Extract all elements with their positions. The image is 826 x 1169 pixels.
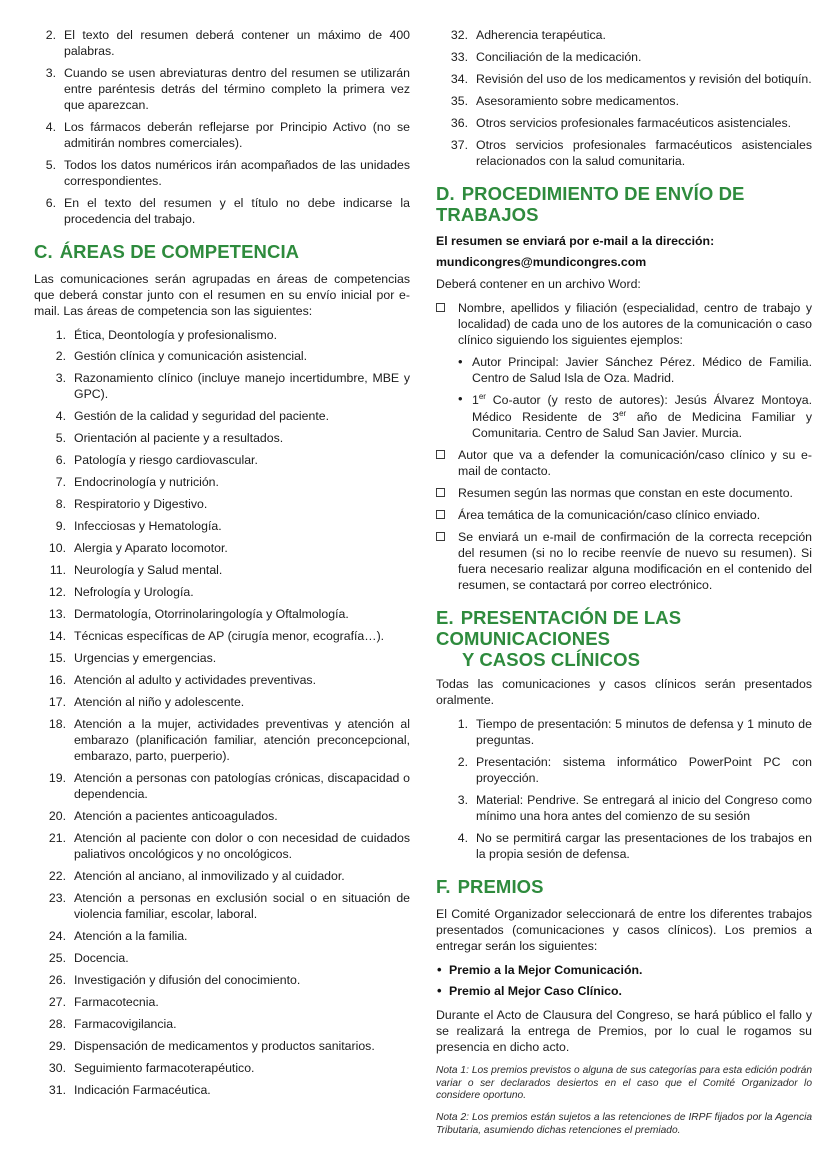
list-text: Farmacovigilancia. (74, 1016, 177, 1031)
list-item (436, 138, 812, 170)
section-f-closing: Durante el Acto de Clausura del Congreso, se hará público el fallo y se realizará la entrega de Premios, por lo cual le rogamos su presencia en dicho acto. (436, 1007, 812, 1054)
list-text: Material: Pendrive. Se entregará al inicio del Congreso como mínimo una hora antes del comienzo de su sesión (476, 793, 812, 824)
list-text: Atención a personas con patologías crónicas, discapacidad o dependencia. (74, 771, 410, 802)
list-number: 5. (55, 431, 66, 446)
two-column-layout (34, 28, 812, 1149)
section-heading-c (34, 242, 410, 263)
list-text: Área temática de la comunicación/caso clínico enviado. (458, 508, 761, 523)
list-item (34, 120, 410, 152)
list-number: 16. (48, 673, 66, 688)
list-number: 3. (45, 65, 56, 80)
list-text: Urgencias y emergencias. (74, 651, 217, 666)
list-text: Adherencia terapéutica. (476, 28, 606, 42)
list-item (34, 869, 410, 885)
list-number: 12. (48, 585, 66, 600)
list-number: 1. (457, 717, 468, 732)
list-number: 4. (45, 119, 56, 134)
list-number: 6. (45, 195, 56, 210)
section-e-intro: Todas las comunicaciones y casos clínicos serán presentados oralmente. (436, 677, 812, 708)
list-text: Atención al paciente con dolor o con necesidad de cuidados paliativos oncológicos y no oncológicos. (74, 831, 410, 862)
list-text: No se permitirá cargar las presentaciones de los trabajos en la propia sesión de defensa. (476, 831, 812, 862)
list-item (34, 196, 410, 228)
checkbox-icon[interactable] (436, 510, 445, 519)
list-number: 9. (55, 519, 66, 534)
list-text: Otros servicios profesionales farmacéuticos asistenciales. (476, 115, 792, 130)
list-text: Atención a la familia. (74, 929, 188, 944)
list-item (34, 891, 410, 923)
list-text: Dermatología, Otorrinolaringología y Oftalmología. (74, 607, 349, 622)
list-text: Nefrología y Urología. (74, 585, 194, 600)
list-item (436, 50, 812, 66)
section-heading-f (436, 877, 812, 898)
right-column (436, 28, 812, 1149)
list-item (436, 28, 812, 44)
section-letter-f: F. (436, 876, 451, 898)
list-text: Gestión clínica y comunicación asistencial. (74, 349, 308, 364)
list-number: 2. (55, 349, 66, 364)
list-number: 26. (48, 973, 66, 988)
list-text: Premio al Mejor Caso Clínico. (449, 983, 622, 998)
list-number: 33. (450, 49, 468, 64)
list-item (34, 1039, 410, 1055)
list-text: Indicación Farmacéutica. (74, 1082, 211, 1097)
footnote-2: Nota 2: Los premios están sujetos a las retenciones de IRPF fijados por la Agencia Tributaria, asumiendo dichas retenciones el premiado. (436, 1112, 812, 1136)
list-item (436, 301, 812, 349)
list-text: Ética, Deontología y profesionalismo. (74, 327, 278, 342)
list-number: 20. (48, 809, 66, 824)
list-number: 5. (45, 157, 56, 172)
list-number: 1. (55, 327, 66, 342)
list-text: En el texto del resumen y el título no debe indicarse la procedencia del trabajo. (64, 195, 410, 226)
list-number: 4. (457, 831, 468, 846)
list-item (34, 1017, 410, 1033)
section-letter-e: E. (436, 607, 454, 629)
section-heading-e (436, 608, 812, 670)
list-item (436, 448, 812, 480)
list-number: 35. (450, 93, 468, 108)
list-item (34, 453, 410, 469)
list-text: Los fármacos deberán reflejarse por Principio Activo (no se admitirán nombres comerciales). (64, 119, 410, 150)
list-number: 29. (48, 1038, 66, 1053)
list-item (34, 809, 410, 825)
list-number: 13. (48, 607, 66, 622)
list-item (34, 929, 410, 945)
list-text: Asesoramiento sobre medicamentos. (476, 93, 679, 108)
list-text: Dispensación de medicamentos y productos sanitarios. (74, 1038, 375, 1053)
list-text: Neurología y Salud mental. (74, 563, 223, 578)
list-item (436, 530, 812, 594)
list-text: Razonamiento clínico (incluye manejo incertidumbre, MBE y GPC). (74, 371, 410, 402)
list-item (34, 995, 410, 1011)
list-item (34, 973, 410, 989)
list-number: 15. (48, 651, 66, 666)
list-number: 21. (48, 831, 66, 846)
list-text: Conciliación de la medicación. (476, 49, 642, 64)
prizes-list (436, 963, 812, 1000)
section-heading-d (436, 184, 812, 225)
section-title-c: ÁREAS DE COMPETENCIA (59, 240, 300, 262)
section-title-f: PREMIOS (457, 876, 544, 898)
submission-intro: Deberá contener en un archivo Word: (436, 277, 641, 292)
submission-email[interactable]: mundicongres@mundicongres.com (436, 255, 647, 270)
list-item (34, 328, 410, 344)
list-text: 1er Co-autor (y resto de autores): Jesús Álvarez Montoya. Médico Residente de 3er año de Medicina Familiar y Comunitaria. Centro de Salud San Javier. Murcia. (472, 392, 812, 441)
list-item (34, 717, 410, 765)
list-number: 24. (48, 929, 66, 944)
list-item (34, 607, 410, 623)
section-f-intro: El Comité Organizador seleccionará de entre los diferentes trabajos presentados (comunicaciones y casos clínicos). Los premios a entregar serán los siguientes: (436, 906, 812, 953)
list-item (436, 94, 812, 110)
list-item (436, 508, 812, 524)
submission-subtitle: El resumen se enviará por e-mail a la dirección: (436, 234, 715, 249)
submission-checklist (436, 301, 812, 349)
list-number: 28. (48, 1016, 66, 1031)
rules-list (34, 28, 410, 228)
checkbox-icon[interactable] (436, 488, 445, 497)
list-item (34, 431, 410, 447)
list-item (34, 349, 410, 365)
left-column (34, 28, 410, 1149)
list-number: 6. (55, 453, 66, 468)
list-text: Otros servicios profesionales farmacéuticos asistenciales relacionados con la salud comunitaria. (476, 137, 812, 168)
list-text: Presentación: sistema informático PowerPoint PC con proyección. (476, 755, 812, 786)
list-item (436, 963, 812, 979)
list-text: Docencia. (74, 951, 129, 966)
list-text: Endocrinología y nutrición. (74, 475, 219, 490)
list-item (34, 771, 410, 803)
section-title-e-line2: Y CASOS CLÍNICOS (462, 648, 641, 670)
checkbox-icon[interactable] (436, 532, 445, 541)
list-text: Atención a personas en exclusión social o en situación de violencia familiar, escolar, laboral. (74, 891, 410, 922)
list-text: Premio a la Mejor Comunicación. (449, 962, 643, 977)
list-number: 32. (450, 28, 468, 42)
list-number: 37. (450, 137, 468, 152)
list-text: Seguimiento farmacoterapéutico. (74, 1060, 255, 1075)
list-text: Tiempo de presentación: 5 minutos de defensa y 1 minuto de preguntas. (476, 717, 812, 748)
list-text: Investigación y difusión del conocimiento. (74, 973, 301, 988)
list-item (34, 158, 410, 190)
list-number: 18. (48, 717, 66, 732)
list-number: 34. (450, 71, 468, 86)
list-item (34, 371, 410, 403)
list-number: 3. (55, 371, 66, 386)
list-item (34, 541, 410, 557)
list-item (34, 951, 410, 967)
list-item (436, 486, 812, 502)
list-item (34, 1083, 410, 1099)
submission-checklist-continued (436, 448, 812, 594)
list-number: 3. (457, 793, 468, 808)
list-number: 31. (48, 1082, 66, 1097)
list-item (34, 831, 410, 863)
list-text: Revisión del uso de los medicamentos y revisión del botiquín. (476, 71, 812, 86)
list-number: 8. (55, 497, 66, 512)
list-number: 4. (55, 409, 66, 424)
list-item (34, 673, 410, 689)
author-examples-list (436, 355, 812, 442)
list-item (34, 651, 410, 667)
competence-areas-list (34, 328, 410, 1099)
list-text: Farmacotecnia. (74, 995, 159, 1009)
list-text: Patología y riesgo cardiovascular. (74, 453, 258, 468)
list-number: 2. (45, 28, 56, 42)
competence-areas-list-continued (436, 28, 812, 170)
list-number: 36. (450, 115, 468, 130)
list-number: 17. (48, 695, 66, 710)
list-text: Autor Principal: Javier Sánchez Pérez. Médico de Familia. Centro de Salud Isla de Oza. Madrid. (472, 355, 812, 386)
list-item (34, 28, 410, 60)
list-number: 14. (48, 629, 66, 644)
list-item (34, 66, 410, 114)
list-text: Orientación al paciente y a resultados. (74, 431, 284, 446)
list-text: Gestión de la calidad y seguridad del paciente. (74, 409, 329, 424)
list-text: Atención a pacientes anticoagulados. (74, 809, 278, 824)
list-text: El texto del resumen deberá contener un máximo de 400 palabras. (64, 28, 410, 58)
list-text: Atención al niño y adolescente. (74, 695, 245, 710)
list-number: 27. (48, 995, 66, 1009)
list-text: Cuando se usen abreviaturas dentro del resumen se utilizarán entre paréntesis detrás del término completo la primera vez que aparezcan. (64, 65, 410, 112)
list-number: 7. (55, 475, 66, 490)
list-item (34, 409, 410, 425)
list-text: Atención a la mujer, actividades preventivas y atención al embarazo (planificación familiar, atención preconcepcional, embarazo, parto, puerperio). (74, 717, 410, 764)
footnote-1: Nota 1: Los premios previstos o alguna de sus categorías para esta edición podrán variar o ser declarados desiertos en el caso que el Comité Organizador lo considere oportuno. (436, 1064, 812, 1102)
list-number: 22. (48, 869, 66, 884)
list-item (34, 629, 410, 645)
list-item (436, 72, 812, 88)
list-item (458, 392, 812, 442)
list-item (34, 519, 410, 535)
list-item (34, 1061, 410, 1077)
list-text: Resumen según las normas que constan en este documento. (458, 486, 793, 501)
list-number: 23. (48, 891, 66, 906)
list-item (436, 984, 812, 1000)
list-text: Infecciosas y Hematología. (74, 519, 222, 534)
list-number: 19. (48, 771, 66, 786)
list-number: 25. (48, 951, 66, 966)
presentation-list (436, 717, 812, 863)
list-text: Nombre, apellidos y filiación (especialidad, centro de trabajo y localidad) de cada uno de los autores de la comunicación o caso clínico siguiendo los siguientes ejemplos: (458, 301, 812, 348)
list-text: Atención al anciano, al inmovilizado y al cuidador. (74, 869, 345, 884)
list-item (436, 717, 812, 749)
list-text: Atención al adulto y actividades preventivas. (74, 673, 316, 688)
list-item (34, 475, 410, 491)
list-item (34, 563, 410, 579)
list-text: Se enviará un e-mail de confirmación de la correcta recepción del resumen (si no lo recibe reenvíe de nuevo su resumen). Si fuera necesario realizar alguna modificación en el contenido del resumen, se contactará por correo electrónico. (458, 530, 812, 593)
checkbox-icon[interactable] (436, 303, 445, 312)
list-item (34, 695, 410, 711)
list-item (436, 755, 812, 787)
list-item (436, 831, 812, 863)
list-text: Técnicas específicas de AP (cirugía menor, ecografía…). (74, 629, 385, 644)
list-number: 11. (49, 563, 66, 578)
list-text: Todos los datos numéricos irán acompañados de las unidades correspondientes. (64, 157, 410, 188)
list-number: 2. (457, 755, 468, 770)
section-c-intro: Las comunicaciones serán agrupadas en áreas de competencias que deberá constar junto con el resumen en su envío inicial por e-mail. Las áreas de competencia son las siguientes: (34, 271, 410, 318)
section-letter-c: C. (34, 240, 53, 262)
list-number: 30. (48, 1060, 66, 1075)
list-number: 10. (48, 541, 66, 556)
list-item (436, 793, 812, 825)
list-item (34, 497, 410, 513)
section-title-e-line1: PRESENTACIÓN DE LAS COMUNICACIONES (436, 607, 682, 649)
list-item (436, 116, 812, 132)
list-item (34, 585, 410, 601)
list-text: Alergia y Aparato locomotor. (74, 541, 228, 556)
list-item (458, 355, 812, 387)
list-text: Autor que va a defender la comunicación/caso clínico y su e-mail de contacto. (458, 448, 812, 479)
checkbox-icon[interactable] (436, 450, 445, 459)
section-letter-d: D. (436, 182, 455, 204)
list-text: Respiratorio y Digestivo. (74, 497, 208, 512)
section-title-d: PROCEDIMIENTO DE ENVÍO DE TRABAJOS (436, 182, 745, 225)
